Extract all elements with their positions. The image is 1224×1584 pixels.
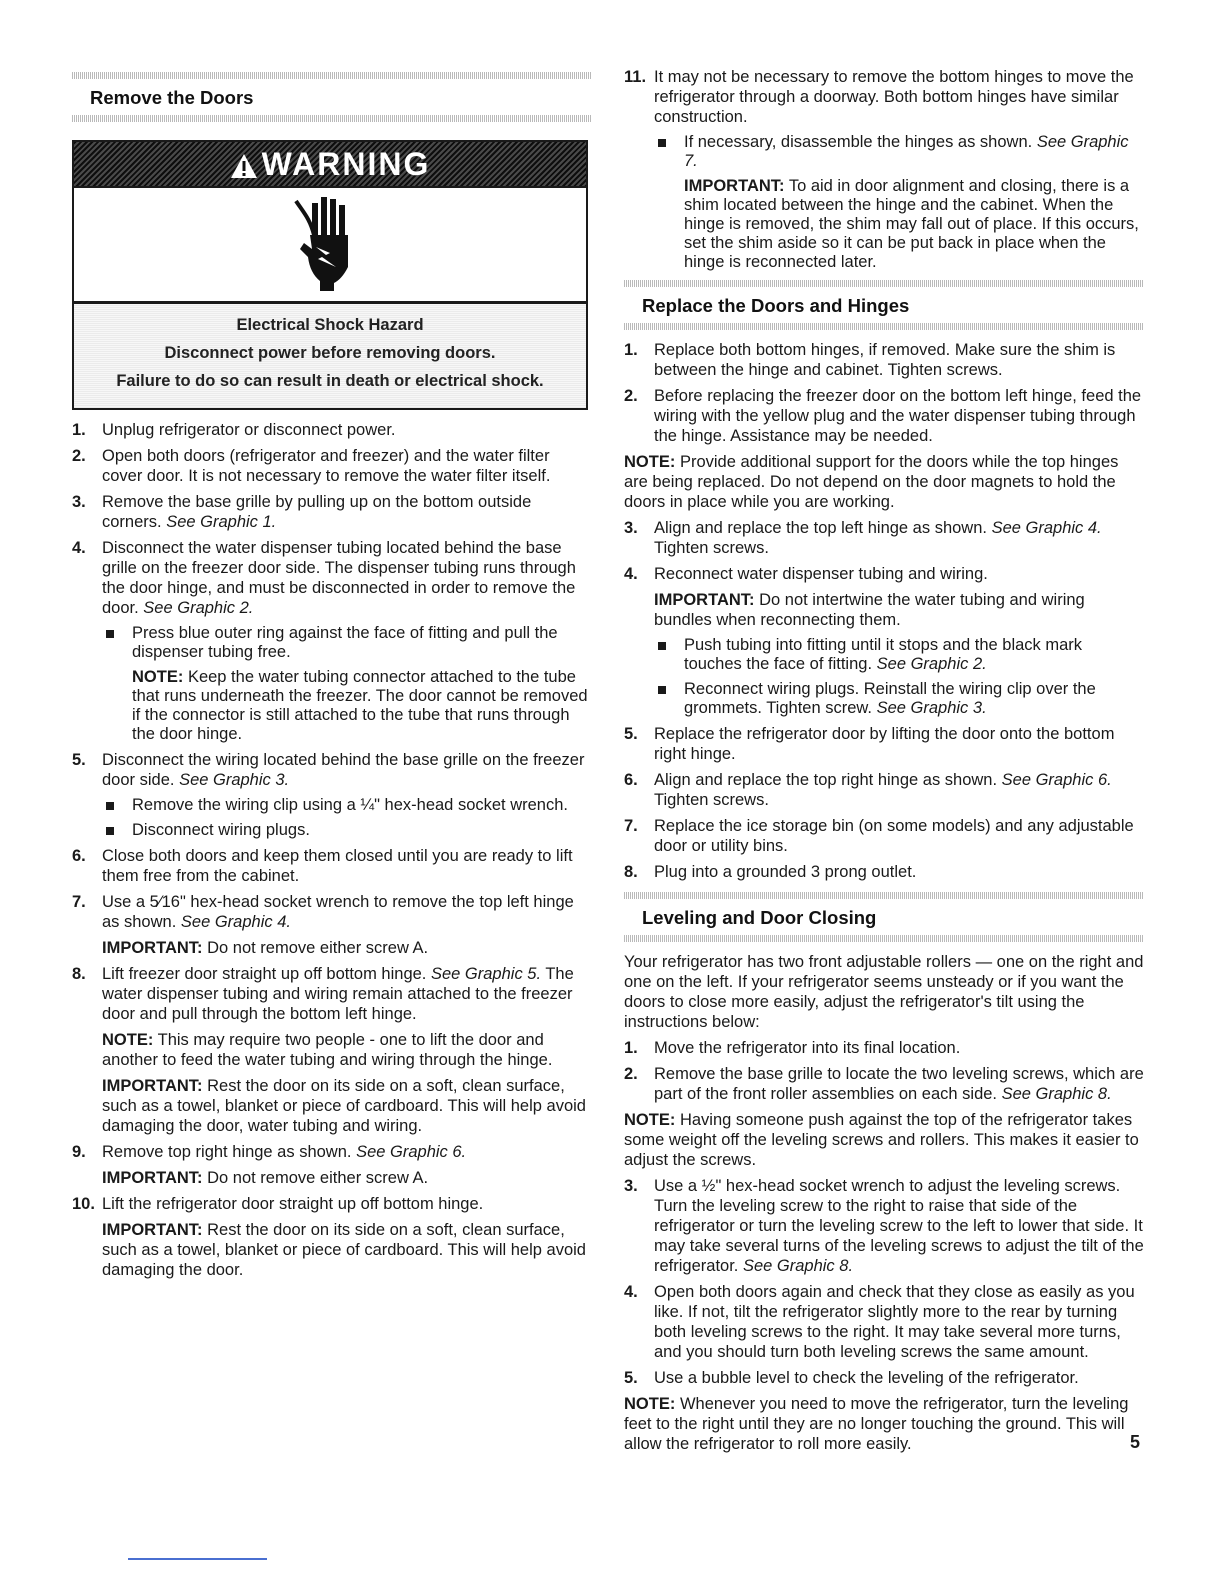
list-item: 8. Plug into a grounded 3 prong outlet. xyxy=(624,863,917,881)
section-title-remove-doors: Remove the Doors xyxy=(90,87,254,108)
bullet-item: Remove the wiring clip using a ¼" hex-head socket wrench. xyxy=(102,796,592,815)
warning-header-text: WARNING xyxy=(261,145,431,182)
right-column xyxy=(624,67,1144,1460)
note: NOTE: Having someone push against the top of the refrigerator takes some weight off the leveling screws and rollers. This makes it easier to adjust the screws. xyxy=(624,1111,1139,1169)
remove-doors-steps xyxy=(72,420,592,1286)
section-rule xyxy=(624,280,1144,287)
list-item: 2. Remove the base grille to locate the two leveling screws, which are part of the front roller assemblies on each side. See Graphic 8. xyxy=(624,1065,1144,1103)
bullet-item: If necessary, disassemble the hinges as shown. See Graphic 7. xyxy=(654,133,1144,171)
warning-text-area xyxy=(74,301,586,408)
section-rule xyxy=(72,72,592,79)
footer-line xyxy=(128,1558,267,1560)
warning-hazard: Electrical Shock Hazard xyxy=(236,316,424,334)
list-item: 3. Remove the base grille by pulling up on the bottom outside corners. See Graphic 1. xyxy=(72,493,532,531)
list-item: 8. Lift freezer door straight up off bottom hinge. See Graphic 5. The water dispenser tubing and wiring remain attached to the freezer door and pull through the bottom left hinge. NOTE: This may require two people - one to lift the door and another to feed the water tubing and wiring through the hinge. IMPORTANT: Rest the door on its side on a soft, clean surface, such as a towel, blanket or piece of cardboard. This will help avoid damaging the door, water tubing and wiring. xyxy=(72,964,592,1136)
section-rule xyxy=(72,115,592,122)
list-item: 7. Replace the ice storage bin (on some models) and any adjustable door or utility bins. xyxy=(624,817,1134,855)
note: NOTE: Whenever you need to move the refrigerator, turn the leveling feet to the right until they are no longer touching the ground. This will allow the refrigerator to roll more easily. xyxy=(624,1395,1129,1453)
list-item: 2. Before replacing the freezer door on the bottom left hinge, feed the wiring with the yellow plug and the water dispenser tubing through the hinge. Assistance may be needed. xyxy=(624,387,1142,445)
note: NOTE: Keep the water tubing connector attached to the tube that runs underneath the freezer. The door cannot be removed if the connector is still attached to the tube that runs through the door hinge. xyxy=(132,668,588,743)
page-number: 5 xyxy=(1130,1432,1141,1452)
warning-line-1: Disconnect power before removing doors. xyxy=(164,344,496,362)
section-title-leveling: Leveling and Door Closing xyxy=(642,907,877,928)
list-item: 6. Close both doors and keep them closed until you are ready to lift them free from the cabinet. xyxy=(72,847,573,885)
important-note: IMPORTANT: Rest the door on its side on a soft, clean surface, such as a towel, blanket or piece of cardboard. This will help avoid damaging the door. xyxy=(102,1221,586,1279)
section-rule xyxy=(624,323,1144,330)
section-title-replace-doors: Replace the Doors and Hinges xyxy=(642,295,910,316)
list-item: 1. Move the refrigerator into its final location. xyxy=(624,1039,961,1057)
warning-icon-area xyxy=(74,186,586,301)
section-rule xyxy=(624,892,1144,899)
important-note: IMPORTANT: Do not remove either screw A. xyxy=(102,939,429,957)
warning-header xyxy=(74,142,586,186)
list-item: 7. Use a 5⁄16" hex-head socket wrench to remove the top left hinge as shown. See Graphic 4. IMPORTANT: Do not remove either screw A. xyxy=(72,892,592,958)
list-item: 1. Unplug refrigerator or disconnect power. xyxy=(72,421,396,439)
list-item: 5. Replace the refrigerator door by lifting the door onto the bottom right hinge. xyxy=(624,725,1115,763)
electrical-shock-hand-icon xyxy=(290,195,370,295)
list-item: 10. Lift the refrigerator door straight up off bottom hinge. IMPORTANT: Rest the door on its side on a soft, clean surface, such as a towel, blanket or piece of cardboard. This will help avoid damaging the door. xyxy=(72,1194,592,1280)
important-note: IMPORTANT: Rest the door on its side on a soft, clean surface, such as a towel, blanket or piece of cardboard. This will help avoid damaging the door, water tubing and wiring. xyxy=(102,1077,586,1135)
intro-paragraph: Your refrigerator has two front adjustable rollers — one on the right and one on the left. If your refrigerator seems unsteady or if you want the doors to close more easily, adjust the refrigerator's tilt using the instructions below: xyxy=(624,953,1144,1031)
warning-box xyxy=(72,140,588,410)
note: NOTE: This may require two people - one to lift the door and another to feed the water tubing and wiring through the hinge. xyxy=(102,1031,553,1069)
list-item: 3. Align and replace the top left hinge as shown. See Graphic 4. Tighten screws. xyxy=(624,519,1102,557)
section-rule xyxy=(624,935,1144,942)
warning-triangle-icon xyxy=(230,153,258,179)
list-item: 1. Replace both bottom hinges, if removed. Make sure the shim is between the hinge and cabinet. Tighten screws. xyxy=(624,341,1116,379)
bullet-item: Press blue outer ring against the face of fitting and pull the dispenser tubing free. xyxy=(102,624,592,662)
list-item: 2. Open both doors (refrigerator and freezer) and the water filter cover door. It is not necessary to remove the water filter itself. xyxy=(72,447,551,485)
list-item: 11. It may not be necessary to remove the bottom hinges to move the refrigerator through a doorway. Both bottom hinges have similar construction. If necessary, disassemble the hinges as shown. See Graphic 7. IMPORTANT: To aid in door alignment and closing, there is a shim located between the hinge and the cabinet. When the hinge is removed, the shim may fall out of place. If this occurs, set the shim aside so it can be put back in place when the hinge is reconnected later. xyxy=(624,67,1144,272)
note: NOTE: Provide additional support for the doors while the top hinges are being replaced. Do not depend on the door magnets to hold the doors in place while you are working. xyxy=(624,453,1119,511)
list-item: 3. Use a ½" hex-head socket wrench to adjust the leveling screws. Turn the leveling screw to the right to raise that side of the refrigerator or turn the leveling screw to the left to lower that side. It may take several turns of the leveling screws to adjust the tilt of the refrigerator. See Graphic 8. xyxy=(624,1177,1144,1275)
bullet-item: Disconnect wiring plugs. xyxy=(102,821,592,840)
list-item: 4. Disconnect the water dispenser tubing located behind the base grille on the freezer door side. The dispenser tubing runs through the door hinge, and must be disconnected in order to remove the door. See Graphic 2. Press blue outer ring against the face of fitting and pull the dispenser tubing free. NOTE: Keep the water tubing connector attached to the tube that runs underneath the freezer. The door cannot be removed if the connector is still attached to the tube that runs through the door hinge. xyxy=(72,538,592,744)
bullet-item: Reconnect wiring plugs. Reinstall the wiring clip over the grommets. Tighten screw. See Graphic 3. xyxy=(654,680,1144,718)
list-item: 5. Disconnect the wiring located behind the base grille on the freezer door side. See Graphic 3. Remove the wiring clip using a ¼" hex-head socket wrench. Disconnect wiring plugs. xyxy=(72,750,592,840)
list-item: 6. Align and replace the top right hinge as shown. See Graphic 6. Tighten screws. xyxy=(624,771,1112,809)
important-note: IMPORTANT: Do not remove either screw A. xyxy=(102,1169,429,1187)
bullet-item: Push tubing into fitting until it stops and the black mark touches the face of fitting. See Graphic 2. xyxy=(654,636,1144,674)
warning-line-2: Failure to do so can result in death or electrical shock. xyxy=(116,372,544,390)
important-note: IMPORTANT: To aid in door alignment and closing, there is a shim located between the hinge and the cabinet. When the hinge is removed, the shim may fall out of place. If this occurs, set the shim aside so it can be put back in place when the hinge is reconnected later. xyxy=(684,177,1139,271)
important-note: IMPORTANT: Do not intertwine the water tubing and wiring bundles when reconnecting them. xyxy=(654,591,1085,629)
list-item: 4. Open both doors again and check that they close as easily as you like. If not, tilt the refrigerator slightly more to the rear by turning both leveling screws to the right. It may take several more turns, and you should turn both leveling screws the same amount. xyxy=(624,1283,1135,1361)
list-item: 9. Remove top right hinge as shown. See Graphic 6. IMPORTANT: Do not remove either screw A. xyxy=(72,1142,592,1188)
list-item: 5. Use a bubble level to check the leveling of the refrigerator. xyxy=(624,1369,1079,1387)
list-item: 4. Reconnect water dispenser tubing and wiring. IMPORTANT: Do not intertwine the water tubing and wiring bundles when reconnecting them. Push tubing into fitting until it stops and the black mark touches the face of fitting. See Graphic 2. Reconnect wiring plugs. Reinstall the wiring clip over the grommets. Tighten screw. See Graphic 3. xyxy=(624,564,1144,718)
left-column xyxy=(72,0,592,122)
